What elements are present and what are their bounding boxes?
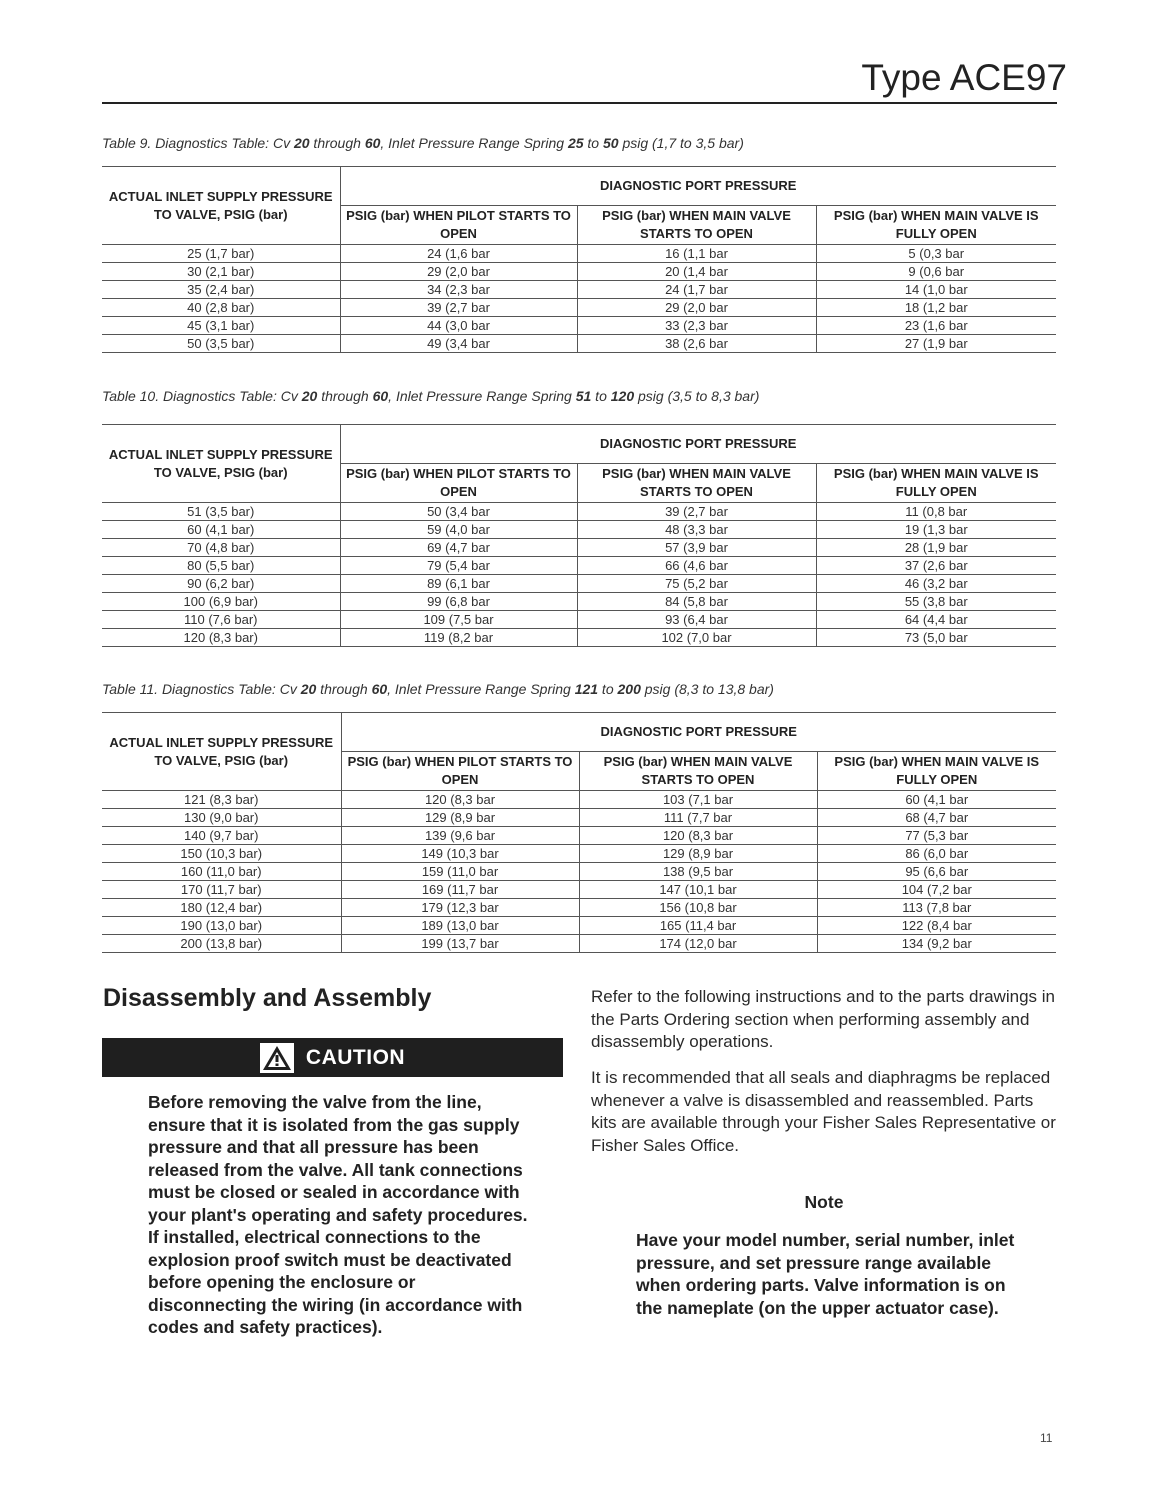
table-row [102, 245, 1056, 263]
table-cell: 200 (13,8 bar) [102, 935, 341, 953]
table-cell: 70 (4,8 bar) [102, 539, 340, 557]
table-cell: 18 (1,2 bar [816, 299, 1056, 317]
table-row [102, 935, 1056, 953]
diagnostics-table-10 [102, 424, 1056, 647]
table-cell: 73 (5,0 bar [816, 629, 1056, 647]
col-main-start-header: PSIG (bar) WHEN MAIN VALVE STARTS TO OPEN [577, 206, 816, 245]
table-row [102, 521, 1056, 539]
table-cell: 45 (3,1 bar) [102, 317, 340, 335]
table-cell: 199 (13,7 bar [341, 935, 579, 953]
table-cell: 34 (2,3 bar [340, 281, 577, 299]
table-cell: 120 (8,3 bar [579, 827, 817, 845]
table-cell: 29 (2,0 bar [577, 299, 816, 317]
table-row [102, 917, 1056, 935]
table-cell: 190 (13,0 bar) [102, 917, 341, 935]
table-cell: 23 (1,6 bar [816, 317, 1056, 335]
col-main-start-header: PSIG (bar) WHEN MAIN VALVE STARTS TO OPEN [577, 464, 816, 503]
table-row [102, 281, 1056, 299]
table-cell: 90 (6,2 bar) [102, 575, 340, 593]
table-cell: 68 (4,7 bar [817, 809, 1056, 827]
table-cell: 35 (2,4 bar) [102, 281, 340, 299]
table-row [102, 791, 1056, 809]
table-cell: 122 (8,4 bar [817, 917, 1056, 935]
table-cell: 69 (4,7 bar [340, 539, 577, 557]
table-row [102, 299, 1056, 317]
table-cell: 39 (2,7 bar [577, 503, 816, 521]
col-actual-inlet-header: ACTUAL INLET SUPPLY PRESSURE TO VALVE, PSIG (bar) [102, 167, 340, 245]
document-title: Type ACE97 [861, 57, 1067, 98]
table-cell: 66 (4,6 bar [577, 557, 816, 575]
table-cell: 160 (11,0 bar) [102, 863, 341, 881]
table-cell: 55 (3,8 bar [816, 593, 1056, 611]
table-cell: 30 (2,1 bar) [102, 263, 340, 281]
diagnostics-table-9 [102, 166, 1056, 353]
note-title: Note [804, 1192, 844, 1212]
table-cell: 120 (8,3 bar) [102, 629, 340, 647]
table-cell: 99 (6,8 bar [340, 593, 577, 611]
recommendation-paragraph: It is recommended that all seals and diaphragms be replaced whenever a valve is disassembled and reassembled. Parts kits are available through your Fisher Sales Representative or Fisher Sales Office. [591, 1068, 1056, 1155]
col-actual-inlet-header: ACTUAL INLET SUPPLY PRESSURE TO VALVE, PSIG (bar) [102, 425, 340, 503]
table-10-caption: Table 10. Diagnostics Table: Cv 20 through 60, Inlet Pressure Range Spring 51 to 120 psig (3,5 to 8,3 bar) [102, 388, 760, 404]
table-11-caption: Table 11. Diagnostics Table: Cv 20 through 60, Inlet Pressure Range Spring 121 to 200 psig (8,3 to 13,8 bar) [102, 681, 774, 697]
warning-triangle-icon [260, 1043, 294, 1073]
table-cell: 60 (4,1 bar) [102, 521, 340, 539]
table-cell: 121 (8,3 bar) [102, 791, 341, 809]
table-cell: 93 (6,4 bar [577, 611, 816, 629]
table-cell: 189 (13,0 bar [341, 917, 579, 935]
table-cell: 129 (8,9 bar [341, 809, 579, 827]
table-cell: 102 (7,0 bar [577, 629, 816, 647]
page-header [102, 55, 1067, 104]
diagnostics-table-11 [102, 712, 1056, 953]
table-cell: 138 (9,5 bar [579, 863, 817, 881]
col-pilot-open-header: PSIG (bar) WHEN PILOT STARTS TO OPEN [341, 752, 579, 791]
table-cell: 24 (1,7 bar [577, 281, 816, 299]
table-cell: 64 (4,4 bar [816, 611, 1056, 629]
table-cell: 95 (6,6 bar [817, 863, 1056, 881]
table-row [102, 863, 1056, 881]
table-row [102, 263, 1056, 281]
table-row [102, 845, 1056, 863]
table-cell: 129 (8,9 bar [579, 845, 817, 863]
caution-text: Before removing the valve from the line, ensure that it is isolated from the gas supply pressure and that all pressure has been released from the valve. All tank connections must be closed or sealed in accordance with your plant's operating and safety procedures. If installed, electrical connections to the explosion proof switch must be deactivated before opening the enclosure or disconnecting the wiring (in accordance with codes and safety practices). [148, 1092, 528, 1337]
table-row [102, 317, 1056, 335]
table-cell: 14 (1,0 bar [816, 281, 1056, 299]
table-cell: 100 (6,9 bar) [102, 593, 340, 611]
note-text: Have your model number, serial number, inlet pressure, and set pressure range available when ordering parts. Valve information is on the nameplate (on the upper actuator case). [636, 1230, 1015, 1318]
table-cell: 9 (0,6 bar [816, 263, 1056, 281]
col-actual-inlet-header: ACTUAL INLET SUPPLY PRESSURE TO VALVE, PSIG (bar) [102, 713, 341, 791]
table-cell: 170 (11,7 bar) [102, 881, 341, 899]
col-pilot-open-header: PSIG (bar) WHEN PILOT STARTS TO OPEN [340, 464, 577, 503]
table-cell: 33 (2,3 bar [577, 317, 816, 335]
col-diagnostic-port-header: DIAGNOSTIC PORT PRESSURE [340, 425, 1056, 464]
table-cell: 59 (4,0 bar [340, 521, 577, 539]
table-row [102, 611, 1056, 629]
table-cell: 60 (4,1 bar [817, 791, 1056, 809]
table-cell: 19 (1,3 bar [816, 521, 1056, 539]
table-cell: 111 (7,7 bar [579, 809, 817, 827]
table-cell: 84 (5,8 bar [577, 593, 816, 611]
table-cell: 5 (0,3 bar [816, 245, 1056, 263]
table-cell: 156 (10,8 bar [579, 899, 817, 917]
instructions-paragraph: Refer to the following instructions and to the parts drawings in the Parts Ordering section when performing assembly and disassembly operations. [591, 987, 1055, 1051]
col-pilot-open-header: PSIG (bar) WHEN PILOT STARTS TO OPEN [340, 206, 577, 245]
table-row [102, 629, 1056, 647]
table-cell: 80 (5,5 bar) [102, 557, 340, 575]
table-cell: 150 (10,3 bar) [102, 845, 341, 863]
table-cell: 180 (12,4 bar) [102, 899, 341, 917]
table-cell: 147 (10,1 bar [579, 881, 817, 899]
table-cell: 46 (3,2 bar [816, 575, 1056, 593]
table-cell: 16 (1,1 bar [577, 245, 816, 263]
table-cell: 39 (2,7 bar [340, 299, 577, 317]
table-row [102, 827, 1056, 845]
table-cell: 104 (7,2 bar [817, 881, 1056, 899]
table-cell: 119 (8,2 bar [340, 629, 577, 647]
table-row [102, 575, 1056, 593]
caution-label: CAUTION [305, 1045, 406, 1069]
table-row [102, 899, 1056, 917]
table-row [102, 335, 1056, 353]
col-main-full-header: PSIG (bar) WHEN MAIN VALVE IS FULLY OPEN [816, 464, 1056, 503]
table-cell: 48 (3,3 bar [577, 521, 816, 539]
table-cell: 75 (5,2 bar [577, 575, 816, 593]
table-cell: 40 (2,8 bar) [102, 299, 340, 317]
col-main-full-header: PSIG (bar) WHEN MAIN VALVE IS FULLY OPEN [817, 752, 1056, 791]
table-cell: 113 (7,8 bar [817, 899, 1056, 917]
col-diagnostic-port-header: DIAGNOSTIC PORT PRESSURE [340, 167, 1056, 206]
table-cell: 28 (1,9 bar [816, 539, 1056, 557]
table-row [102, 557, 1056, 575]
table-cell: 169 (11,7 bar [341, 881, 579, 899]
table-cell: 50 (3,5 bar) [102, 335, 340, 353]
table-row [102, 503, 1056, 521]
table-cell: 27 (1,9 bar [816, 335, 1056, 353]
table-row [102, 593, 1056, 611]
table-cell: 103 (7,1 bar [579, 791, 817, 809]
page-number: 11 [1040, 1431, 1053, 1445]
table-cell: 77 (5,3 bar [817, 827, 1056, 845]
table-cell: 140 (9,7 bar) [102, 827, 341, 845]
table-9-caption: Table 9. Diagnostics Table: Cv 20 through 60, Inlet Pressure Range Spring 25 to 50 psig (1,7 to 3,5 bar) [102, 135, 744, 151]
table-cell: 174 (12,0 bar [579, 935, 817, 953]
table-cell: 159 (11,0 bar [341, 863, 579, 881]
table-cell: 11 (0,8 bar [816, 503, 1056, 521]
table-cell: 89 (6,1 bar [340, 575, 577, 593]
table-cell: 51 (3,5 bar) [102, 503, 340, 521]
section-title: Disassembly and Assembly [103, 984, 432, 1012]
table-cell: 139 (9,6 bar [341, 827, 579, 845]
table-cell: 38 (2,6 bar [577, 335, 816, 353]
table-cell: 49 (3,4 bar [340, 335, 577, 353]
table-cell: 149 (10,3 bar [341, 845, 579, 863]
table-cell: 179 (12,3 bar [341, 899, 579, 917]
table-cell: 57 (3,9 bar [577, 539, 816, 557]
table-cell: 79 (5,4 bar [340, 557, 577, 575]
table-cell: 109 (7,5 bar [340, 611, 577, 629]
table-row [102, 809, 1056, 827]
table-cell: 130 (9,0 bar) [102, 809, 341, 827]
table-cell: 120 (8,3 bar [341, 791, 579, 809]
col-main-start-header: PSIG (bar) WHEN MAIN VALVE STARTS TO OPEN [579, 752, 817, 791]
col-diagnostic-port-header: DIAGNOSTIC PORT PRESSURE [341, 713, 1056, 752]
table-cell: 134 (9,2 bar [817, 935, 1056, 953]
table-cell: 50 (3,4 bar [340, 503, 577, 521]
table-row [102, 539, 1056, 557]
table-cell: 44 (3,0 bar [340, 317, 577, 335]
caution-banner [102, 1038, 563, 1077]
table-cell: 29 (2,0 bar [340, 263, 577, 281]
col-main-full-header: PSIG (bar) WHEN MAIN VALVE IS FULLY OPEN [816, 206, 1056, 245]
table-cell: 24 (1,6 bar [340, 245, 577, 263]
table-cell: 110 (7,6 bar) [102, 611, 340, 629]
table-row [102, 881, 1056, 899]
table-cell: 37 (2,6 bar [816, 557, 1056, 575]
table-cell: 86 (6,0 bar [817, 845, 1056, 863]
table-cell: 25 (1,7 bar) [102, 245, 340, 263]
table-cell: 20 (1,4 bar [577, 263, 816, 281]
table-cell: 165 (11,4 bar [579, 917, 817, 935]
